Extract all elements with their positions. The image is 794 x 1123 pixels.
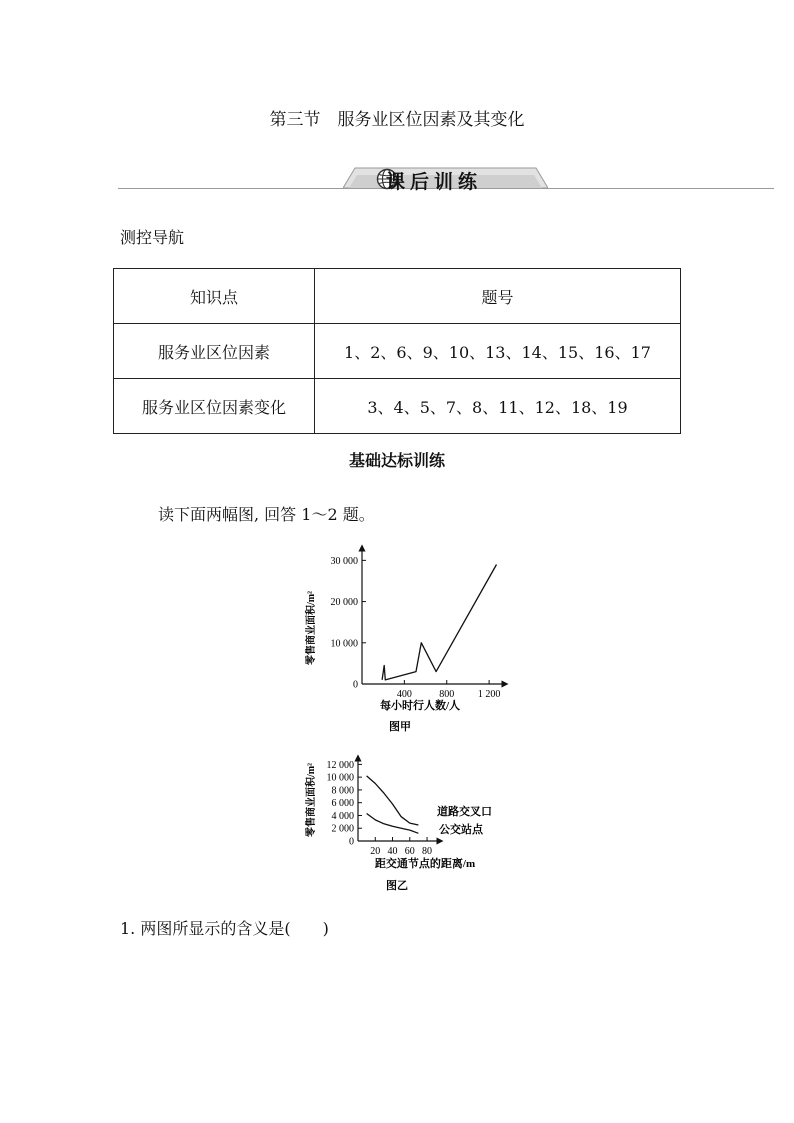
table-row (114, 379, 681, 434)
subheading: 基础达标训练 (348, 451, 445, 470)
x-tick-label: 20 (370, 846, 381, 857)
x-tick-label: 40 (387, 846, 398, 857)
row-topic: 服务业区位因素 (114, 324, 315, 379)
knowledge-table (113, 268, 681, 434)
y-tick-label: 10 000 (326, 772, 354, 784)
header-questions: 题号 (315, 269, 681, 324)
row-questions: 1、2、6、9、10、13、14、15、16、17 (315, 324, 681, 379)
y-tick-label: 4 000 (331, 810, 354, 822)
table-row (114, 324, 681, 379)
table-header-row (114, 269, 681, 324)
x-axis-label: 距交通节点的距离/m (374, 858, 476, 870)
x-tick-label: 1 200 (477, 689, 501, 700)
row-topic: 服务业区位因素变化 (114, 379, 315, 434)
section-label: 测控导航 (120, 228, 185, 247)
y-axis-label: 零售商业面积/m² (306, 762, 317, 838)
legend-label-bus-stop: 公交站点 (439, 824, 483, 836)
y-tick-label: 12 000 (326, 759, 354, 771)
y-tick-label: 20 000 (330, 597, 358, 609)
header-topic: 知识点 (114, 269, 315, 324)
question-1: 1. 两图所显示的含义是( ) (120, 919, 329, 938)
x-tick-label: 60 (404, 846, 415, 857)
y-tick-label: 6 000 (331, 798, 354, 810)
series-line-1 (367, 776, 419, 825)
y-tick-label: 0 (353, 679, 358, 691)
y-tick-label: 2 000 (331, 823, 354, 835)
y-tick-label: 8 000 (331, 785, 354, 797)
chart-caption: 图甲 (389, 721, 411, 733)
row-questions: 3、4、5、7、8、11、12、18、19 (315, 379, 681, 434)
page-title: 第三节 服务业区位因素及其变化 (269, 110, 525, 130)
y-axis-label: 零售商业面积/m² (306, 590, 317, 666)
chart-caption: 图乙 (386, 880, 408, 892)
x-axis-label: 每小时行人数/人 (379, 700, 461, 712)
chart-yi (300, 748, 520, 896)
y-tick-label: 0 (349, 836, 354, 848)
y-tick-label: 10 000 (330, 638, 358, 650)
x-tick-label: 400 (396, 689, 412, 700)
instruction-text: 读下面两幅图, 回答 1～2 题。 (158, 505, 375, 524)
banner-label: 课后训练 (386, 171, 483, 193)
x-tick-label: 800 (439, 689, 455, 700)
legend-label-intersection: 道路交叉口 (437, 806, 492, 818)
section-banner (118, 164, 774, 194)
y-tick-label: 30 000 (330, 555, 358, 567)
x-tick-label: 80 (422, 846, 433, 857)
chart-jia (300, 540, 520, 740)
series-line-1 (382, 565, 496, 680)
